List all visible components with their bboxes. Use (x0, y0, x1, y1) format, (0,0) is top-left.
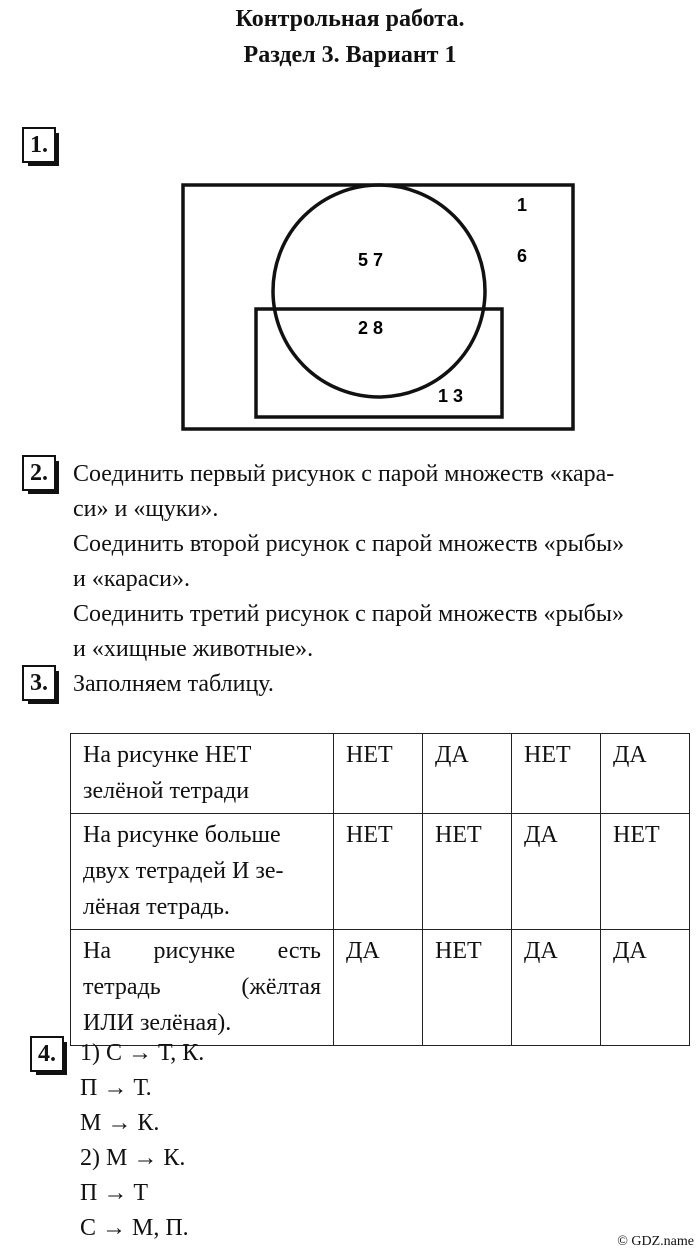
task-4-line: С → М, П. (80, 1215, 189, 1241)
table-row-label (71, 814, 334, 930)
page-subtitle: Раздел 3. Вариант 1 (243, 42, 457, 68)
task-2-line: си» и «щуки». (73, 496, 219, 522)
table-cell: НЕТ (512, 734, 601, 814)
task-2-line: и «караси». (73, 566, 190, 592)
task-4-line: 1) С → Т, К. (80, 1040, 205, 1066)
table-cell: НЕТ (334, 734, 423, 814)
venn-diagram (180, 182, 576, 432)
table-cell: НЕТ (423, 930, 512, 1046)
table-label-line: тетрадь (жёлтая (83, 974, 321, 1000)
table-cell: ДА (601, 930, 690, 1046)
table-cell: ДА (512, 814, 601, 930)
venn-outside-value-2: 6 (517, 246, 528, 266)
table-row (71, 734, 690, 814)
table-cell: ДА (334, 930, 423, 1046)
table-cell: НЕТ (423, 814, 512, 930)
task-2-line: и «хищные животные». (73, 636, 314, 662)
table-label-line: На рисунке НЕТ (83, 742, 252, 768)
task-2-line: Соединить первый рисунок с парой множеств «кара- (73, 461, 615, 487)
universal-set-rectangle (183, 185, 573, 429)
venn-intersection-values: 2 8 (358, 318, 384, 338)
table-label-line: двух тетрадей И зе- (83, 858, 284, 884)
page-title: Контрольная работа. (235, 6, 465, 32)
task-4-number: 4. (30, 1036, 64, 1072)
table-row (71, 930, 690, 1046)
venn-circle-only-values: 5 7 (358, 250, 384, 270)
task-1-number: 1. (22, 127, 56, 163)
task-2-line: Соединить третий рисунок с парой множеств «рыбы» (73, 601, 624, 627)
task-4-line: 2) М → К. (80, 1145, 186, 1171)
table-label-line: На рисунке больше (83, 822, 281, 848)
table-row-label (71, 930, 334, 1046)
venn-rect-only-values: 1 3 (438, 386, 464, 406)
task-4-line: П → Т. (80, 1075, 152, 1101)
table-cell: ДА (512, 930, 601, 1046)
table-cell: НЕТ (601, 814, 690, 930)
table-row-label (71, 734, 334, 814)
task-4-line: М → К. (80, 1110, 160, 1136)
table-label-line: лёная тетрадь. (83, 894, 230, 920)
venn-outside-value-1: 1 (517, 195, 528, 215)
circle-set (273, 185, 485, 397)
task-2-line: Соединить второй рисунок с парой множеств «рыбы» (73, 531, 625, 557)
footer-watermark: © GDZ.name (617, 1234, 694, 1249)
table-cell: НЕТ (334, 814, 423, 930)
truth-table (70, 733, 690, 1046)
table-cell: ДА (601, 734, 690, 814)
task-2-number: 2. (22, 455, 56, 491)
table-cell: ДА (423, 734, 512, 814)
table-label-line: На рисунке есть (83, 938, 321, 964)
task-3-intro: Заполняем таблицу. (73, 671, 274, 697)
task-4-line: П → Т (80, 1180, 148, 1206)
table-label-line: зелёной тетради (83, 778, 250, 804)
task-3-number: 3. (22, 665, 56, 701)
table-row (71, 814, 690, 930)
table-label-line: ИЛИ зелёная). (83, 1010, 232, 1036)
